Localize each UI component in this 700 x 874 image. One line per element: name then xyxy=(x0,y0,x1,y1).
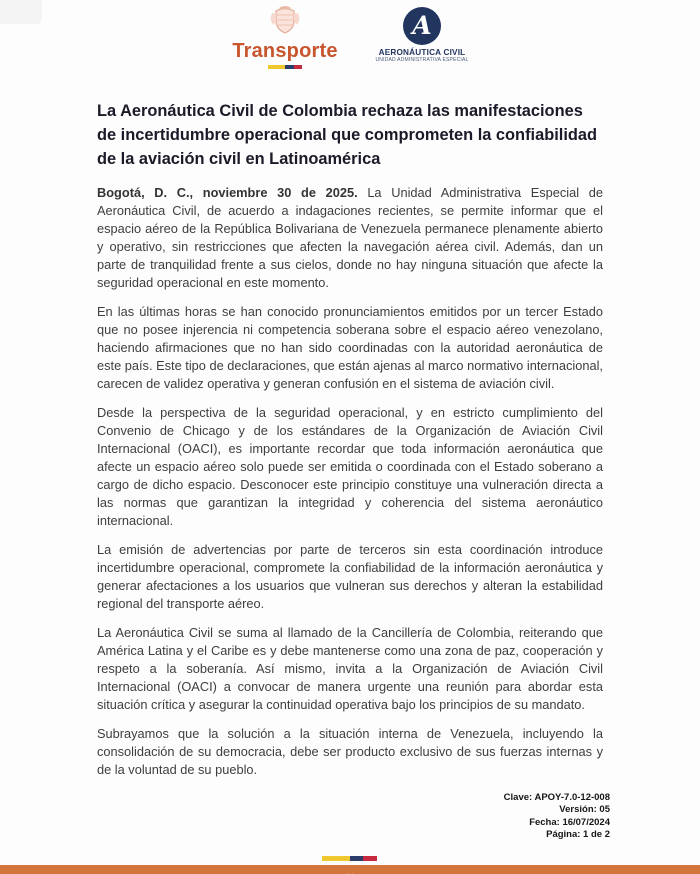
colombia-flag-strip-icon xyxy=(268,65,302,69)
doc-meta-pagina: Página: 1 de 2 xyxy=(546,829,610,841)
aerocivil-logo xyxy=(374,5,470,63)
gov-bar-clipped-text: . . xyxy=(346,868,354,874)
paragraph-1-text: La Unidad Administrativa Especial de Aeronáutica Civil, de acuerdo a indagaciones recientes, se permite informar que el espacio aéreo de la República Bolivariana de Venezuela permanece plenamente abierto y operativo, sin restricciones que afecten la navegación aérea civil. Además, dan un parte de tranquilidad frente a sus cielos, donde no hay ninguna situación que afecte la seguridad operacional en este momento. xyxy=(97,185,604,290)
aerocivil-wordmark: AERONÁUTICA CIVIL xyxy=(378,48,466,57)
gov-orange-bar xyxy=(0,865,700,874)
document-title: La Aeronáutica Civil de Colombia rechaza las manifestaciones de incertidumbre operacional que comprometen la confiabilidad de la aviación civil en Latinoamérica xyxy=(97,102,598,168)
colombia-coat-of-arms-icon xyxy=(230,5,340,40)
doc-meta-fecha: Fecha: 16/07/2024 xyxy=(529,816,610,828)
ministry-transporte-logo xyxy=(230,5,340,69)
paragraph-4: La emisión de advertencias por parte de terceros sin esta coordinación introduce incertidumbre operacional, compromete la confiabilidad de la información aeronáutica y generar afectaciones a los usuarios que vulneran sus derechos y alteran la estabilidad regional del transporte aéreo. xyxy=(97,542,603,611)
paragraph-6: Subrayamos que la solución a la situación interna de Venezuela, incluyendo la consolidación de su democracia, debe ser producto exclusivo de sus fuerzas internas y de la voluntad de su pueblo. xyxy=(97,726,603,777)
document-control-block xyxy=(504,792,610,842)
doc-meta-version: Versión: 05 xyxy=(559,804,610,816)
paragraph-3: Desde la perspectiva de la seguridad operacional, y en estricto cumplimiento del Convenio de Chicago y de los estándares de la Organización de Aviación Civil Internacional (OACI), es importante recordar que toda información aeronáutica que afecte un espacio aéreo solo puede ser emitida o coordinada con el Estado soberano a cargo de dicho espacio. Desconocer este principio constituye una vulneración directa a las normas que garantizan la integridad y coherencia del sistema aeronáutico internacional. xyxy=(97,405,603,528)
paragraph-5: La Aeronáutica Civil se suma al llamado de la Cancillería de Colombia, reiterando que América Latina y el Caribe es y debe mantenerse como una zona de paz, cooperación y respeto a la soberanía. Así mismo, invita a la Organización de Aviación Civil Internacional (OACI) a convocar de manera urgente una reunión para abordar esta situación crítica y asegurar la continuidad operativa bajo los principios de su mandato. xyxy=(97,625,603,712)
dateline: Bogotá, D. C., noviembre 30 de 2025. xyxy=(97,185,358,200)
document-body xyxy=(97,99,603,790)
aerocivil-monogram-letter: A xyxy=(412,10,432,40)
aerocivil-subtitle: UNIDAD ADMINISTRATIVA ESPECIAL xyxy=(375,57,469,64)
transporte-wordmark: Transporte xyxy=(232,40,338,62)
paragraph-dateline xyxy=(97,184,603,292)
paragraph-2: En las últimas horas se han conocido pronunciamientos emitidos por un tercer Estado que no posee injerencia ni competencia soberana sobre el espacio aéreo venezolano, haciendo afirmaciones que no han sido coordinadas con la autoridad aeronáutica de este país. Este tipo de declaraciones, que están ajenas al marco normativo internacional, carecen de validez operativa y generan confusión en el sistema de aviación civil. xyxy=(97,304,603,391)
document-header xyxy=(0,5,700,69)
aerocivil-monogram-icon xyxy=(403,7,441,45)
colombia-flag-footer-icon xyxy=(322,856,377,861)
doc-meta-clave: Clave: APOY-7.0-12-008 xyxy=(503,792,610,803)
